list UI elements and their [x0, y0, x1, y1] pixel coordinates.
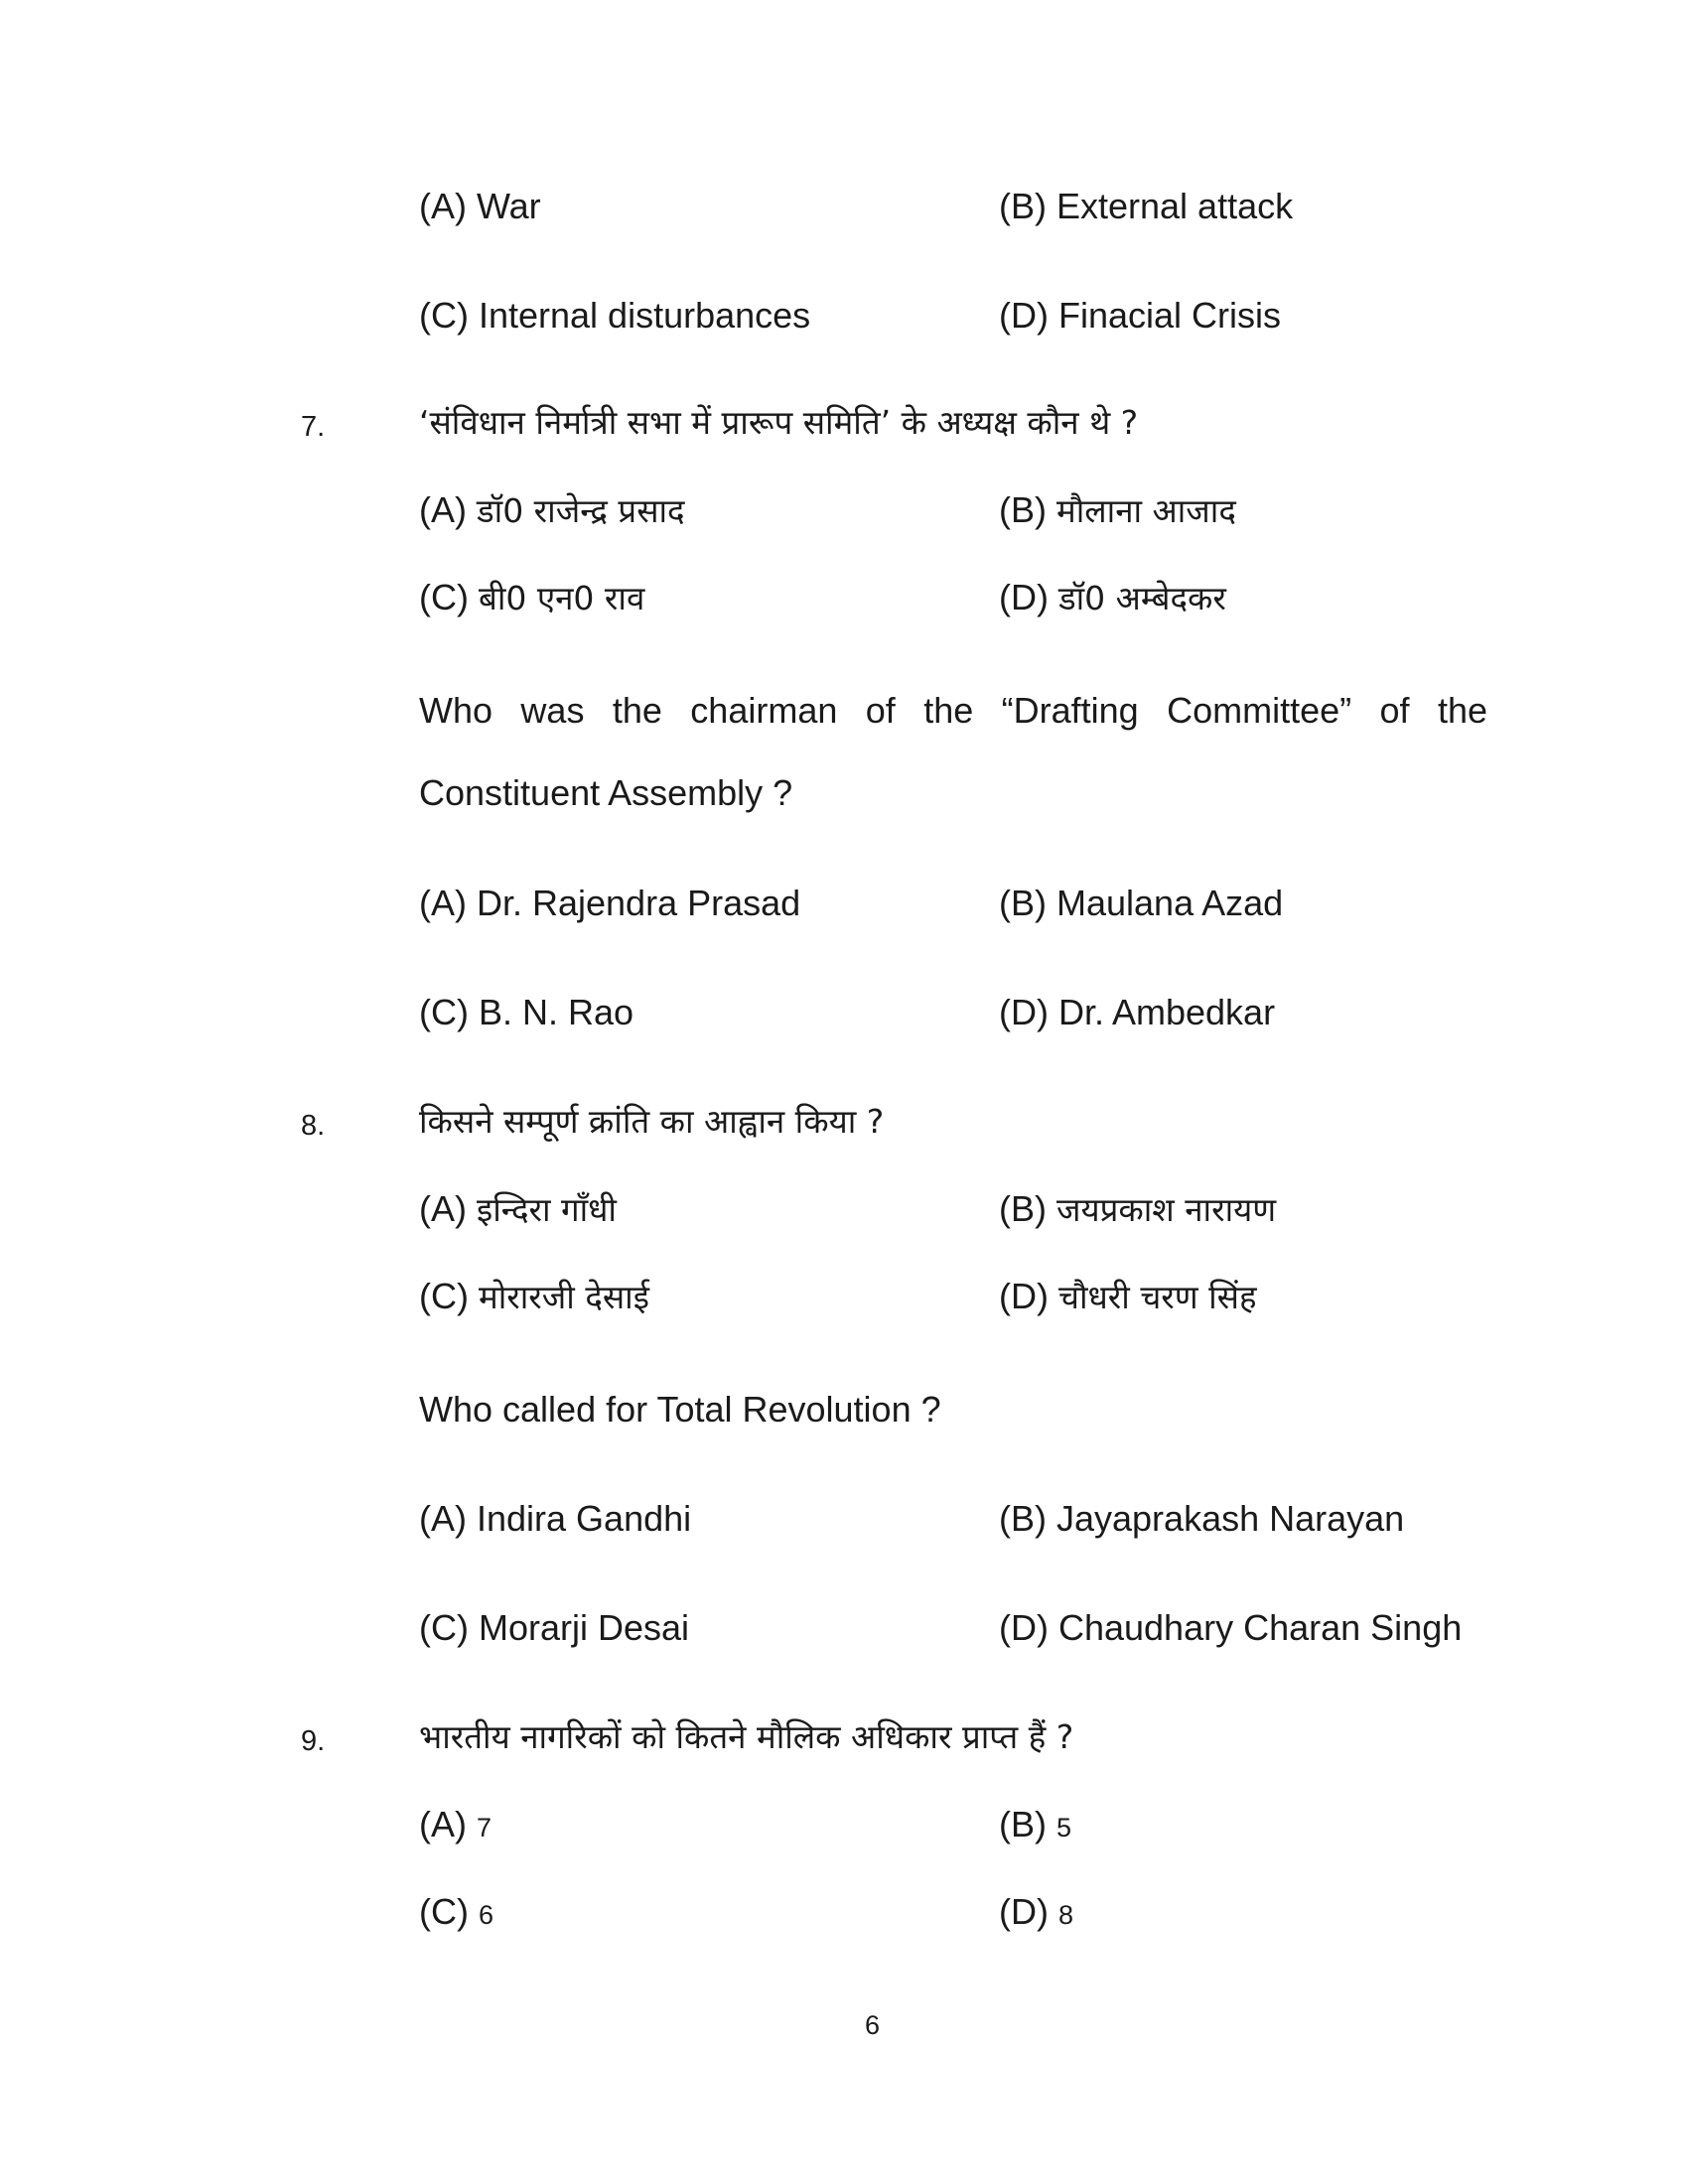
option-text: जयप्रकाश नारायण: [1056, 1190, 1277, 1229]
option-prefix: (D): [999, 1891, 1058, 1932]
q8-en-option-b: (B) Jayaprakash Narayan: [999, 1498, 1405, 1539]
option-prefix: (D): [999, 1276, 1058, 1316]
option-prefix: (C): [419, 1891, 479, 1932]
option-prefix: (B): [999, 1804, 1056, 1844]
q6-option-c: (C) Internal disturbances: [419, 295, 811, 336]
option-text: मोरारजी देसाई: [478, 1278, 649, 1316]
q7-hi-option-d: [999, 576, 1226, 620]
option-value: 8: [1057, 1900, 1074, 1930]
q9-option-c: [419, 1890, 493, 1937]
option-value: 7: [477, 1813, 492, 1843]
option-prefix: (A): [419, 1188, 477, 1229]
q8-en-option-a: (A) Indira Gandhi: [419, 1498, 692, 1539]
q7-hi-option-b: [999, 488, 1236, 533]
q8-hi-option-d: [999, 1275, 1257, 1319]
q7-en-option-b: (B) Maulana Azad: [999, 883, 1284, 923]
option-prefix: (A): [419, 1804, 477, 1844]
q8-hi-option-a: [419, 1187, 617, 1232]
option-prefix: (C): [419, 1276, 479, 1316]
q9-number: 9.: [301, 1725, 326, 1757]
q7-en-option-c: (C) B. N. Rao: [419, 992, 634, 1032]
option-text: चौधरी चरण सिंह: [1057, 1278, 1257, 1316]
q7-hi-option-a: [419, 488, 685, 533]
q9-question-hindi: भारतीय नागरिकों को कितने मौलिक अधिकार प्राप्त हैं ?: [419, 1717, 1074, 1756]
option-text: इन्दिरा गाँधी: [477, 1190, 617, 1229]
option-prefix: (A): [419, 489, 477, 530]
q7-question-english-line1: Who was the chairman of the “Drafting Committee” of the: [419, 690, 1487, 731]
option-value: 6: [478, 1900, 494, 1930]
q6-option-d: (D) Finacial Crisis: [999, 295, 1282, 336]
q7-question-english-line2: Constituent Assembly ?: [419, 772, 793, 813]
q7-question-hindi: ‘संविधान निर्मात्री सभा में प्रारूप समिति’ के अध्यक्ष कौन थे ?: [419, 403, 1139, 442]
q9-option-a: [419, 1803, 492, 1849]
q8-question-hindi: किसने सम्पूर्ण क्रांति का आह्वान किया ?: [419, 1102, 885, 1141]
option-prefix: (B): [999, 489, 1056, 530]
option-text: डॉ0 अम्बेदकर: [1057, 579, 1226, 617]
option-text: डॉ0 राजेन्द्र प्रसाद: [477, 491, 685, 530]
option-prefix: (C): [419, 577, 479, 617]
page-number: 6: [864, 2010, 881, 2040]
option-prefix: (B): [999, 1188, 1056, 1229]
q8-en-option-d: (D) Chaudhary Charan Singh: [999, 1607, 1463, 1648]
q7-en-option-a: (A) Dr. Rajendra Prasad: [419, 883, 801, 923]
q7-en-option-d: (D) Dr. Ambedkar: [999, 992, 1276, 1032]
q6-option-b: (B) External attack: [999, 186, 1294, 226]
option-value: 5: [1056, 1813, 1072, 1843]
option-text: मौलाना आजाद: [1056, 491, 1236, 530]
q9-option-b: [999, 1803, 1071, 1849]
q9-option-d: [999, 1890, 1073, 1937]
option-prefix: (D): [999, 577, 1058, 617]
q6-option-a: (A) War: [419, 186, 541, 226]
option-text: बी0 एन0 राव: [478, 579, 645, 617]
q8-hi-option-b: [999, 1187, 1276, 1232]
q8-hi-option-c: [419, 1275, 649, 1319]
q8-number: 8.: [301, 1110, 326, 1142]
q8-en-option-c: (C) Morarji Desai: [419, 1607, 690, 1648]
q7-number: 7.: [301, 411, 326, 443]
q8-question-english: Who called for Total Revolution ?: [419, 1389, 941, 1430]
q7-hi-option-c: [419, 576, 644, 620]
